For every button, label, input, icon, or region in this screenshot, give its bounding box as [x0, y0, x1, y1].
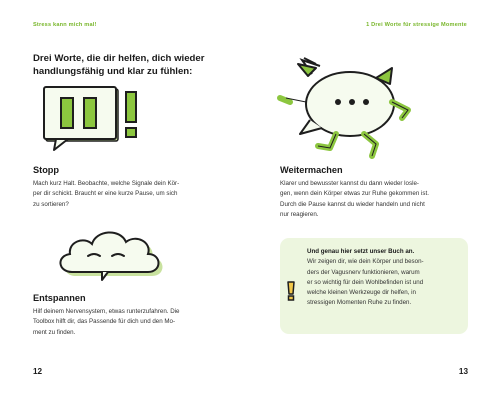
callout-line: Wir zeigen dir, wie dein Körper und beson-	[307, 258, 424, 266]
body-line: Hilf deinem Nervensystem, etwas runterzufahren. Die	[33, 308, 180, 315]
page-number-left: 12	[33, 367, 43, 376]
section-title-weitermachen: Weitermachen	[280, 165, 343, 175]
section-body-entspannen	[33, 307, 243, 338]
section-body-stopp	[33, 179, 243, 210]
body-line: ment zu finden.	[33, 328, 76, 336]
body-line: Mach kurz Halt. Beobachte, welche Signale dein Kör-	[33, 180, 180, 187]
running-head-right: 1 Drei Worte für stressige Momente	[366, 22, 467, 28]
pause-bubble-icon	[42, 86, 142, 158]
exclamation-icon	[285, 280, 297, 302]
section-title-entspannen: Entspannen	[33, 293, 86, 303]
callout-line: stressigen Momenten Ruhe zu finden.	[307, 299, 412, 307]
body-line: Toolbox hilft dir, das Passende für dich und den Mo-	[33, 318, 176, 326]
page-number-right: 13	[458, 367, 468, 376]
callout-text	[307, 247, 463, 309]
body-line: Klarer und bewusster kannst du dann wieder losle-	[280, 180, 419, 187]
relaxed-cloud-icon	[50, 222, 170, 292]
body-line: zu sortieren?	[33, 200, 69, 208]
running-head-left: Stress kann mich mal!	[33, 22, 97, 28]
running-speech-bubble-icon	[272, 58, 422, 158]
callout-line: welche kleinen Werkzeuge dir helfen, in	[307, 289, 416, 297]
body-line: Durch die Pause kannst du wieder handeln und nicht	[280, 200, 425, 208]
section-body-weitermachen	[280, 179, 480, 220]
body-line: per dir schickt. Braucht er eine kurze Pause, um sich	[33, 190, 178, 198]
callout-line: er so wichtig für dein Wohlbefinden ist und	[307, 278, 424, 286]
callout-bold-line: Und genau hier setzt unser Buch an.	[307, 248, 415, 255]
callout-line: ders der Vagusnerv funktionieren, warum	[307, 268, 420, 276]
intro-text: Drei Worte, die dir helfen, dich wieder handlungsfähig und klar zu fühlen:	[33, 53, 205, 77]
section-title-stopp: Stopp	[33, 165, 60, 175]
body-line: gen, wenn dein Körper etwas zur Ruhe gekommen ist.	[280, 190, 429, 198]
body-line: nur reagieren.	[280, 210, 319, 218]
